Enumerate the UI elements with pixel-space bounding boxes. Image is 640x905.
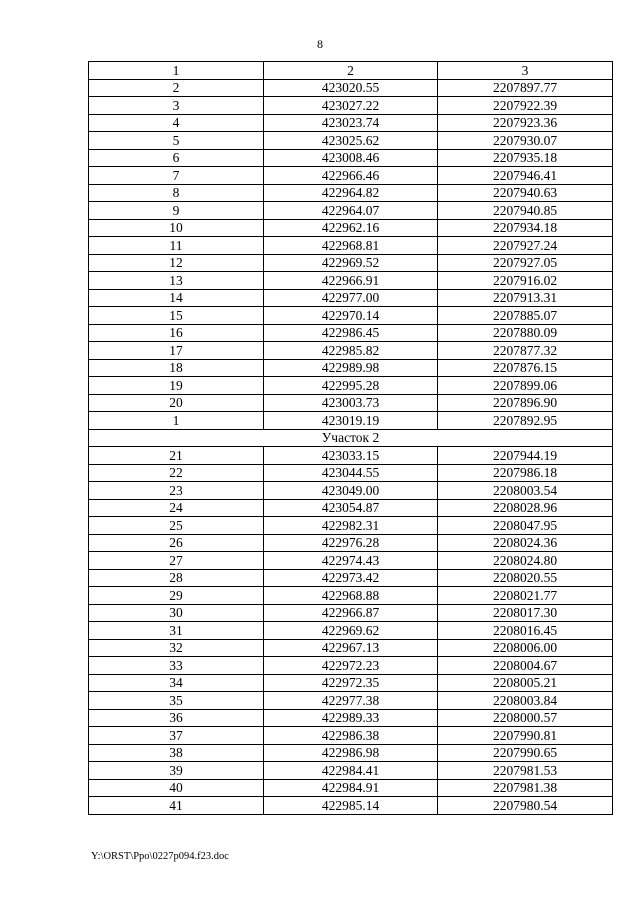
point-number-cell: 4 xyxy=(89,114,264,132)
point-number-cell: 21 xyxy=(89,447,264,465)
y-coordinate-cell: 2207916.02 xyxy=(438,272,613,290)
table-row xyxy=(89,657,613,675)
y-coordinate-cell: 2208003.54 xyxy=(438,482,613,500)
column-header-point: 1 xyxy=(89,62,264,80)
x-coordinate-cell: 423008.46 xyxy=(264,149,438,167)
table-row xyxy=(89,692,613,710)
x-coordinate-cell: 422972.23 xyxy=(264,657,438,675)
table-row xyxy=(89,604,613,622)
table-row xyxy=(89,202,613,220)
point-number-cell: 9 xyxy=(89,202,264,220)
y-coordinate-cell: 2207913.31 xyxy=(438,289,613,307)
x-coordinate-cell: 422986.38 xyxy=(264,727,438,745)
table-row xyxy=(89,149,613,167)
table-row xyxy=(89,307,613,325)
y-coordinate-cell: 2208047.95 xyxy=(438,517,613,535)
point-number-cell: 8 xyxy=(89,184,264,202)
x-coordinate-cell: 423044.55 xyxy=(264,464,438,482)
x-coordinate-cell: 423049.00 xyxy=(264,482,438,500)
section-label: Участок 2 xyxy=(89,429,613,447)
page-number: 8 xyxy=(317,37,323,51)
point-number-cell: 29 xyxy=(89,587,264,605)
y-coordinate-cell: 2207899.06 xyxy=(438,377,613,395)
point-number-cell: 10 xyxy=(89,219,264,237)
point-number-cell: 14 xyxy=(89,289,264,307)
x-coordinate-cell: 423025.62 xyxy=(264,132,438,150)
x-coordinate-cell: 422977.00 xyxy=(264,289,438,307)
y-coordinate-cell: 2207990.65 xyxy=(438,744,613,762)
x-coordinate-cell: 422973.42 xyxy=(264,569,438,587)
point-number-cell: 34 xyxy=(89,674,264,692)
x-coordinate-cell: 422964.82 xyxy=(264,184,438,202)
x-coordinate-cell: 422968.81 xyxy=(264,237,438,255)
point-number-cell: 15 xyxy=(89,307,264,325)
x-coordinate-cell: 422972.35 xyxy=(264,674,438,692)
y-coordinate-cell: 2207923.36 xyxy=(438,114,613,132)
section-row xyxy=(89,429,613,447)
point-number-cell: 24 xyxy=(89,499,264,517)
y-coordinate-cell: 2207940.63 xyxy=(438,184,613,202)
x-coordinate-cell: 422985.82 xyxy=(264,342,438,360)
point-number-cell: 32 xyxy=(89,639,264,657)
x-coordinate-cell: 422986.98 xyxy=(264,744,438,762)
y-coordinate-cell: 2207981.53 xyxy=(438,762,613,780)
table-row xyxy=(89,762,613,780)
y-coordinate-cell: 2208003.84 xyxy=(438,692,613,710)
x-coordinate-cell: 422964.07 xyxy=(264,202,438,220)
y-coordinate-cell: 2207940.85 xyxy=(438,202,613,220)
footer-file-path: Y:\ORST\Ppo\0227p094.f23.doc xyxy=(91,851,229,862)
table-row xyxy=(89,709,613,727)
table-row xyxy=(89,97,613,115)
table-row xyxy=(89,289,613,307)
table-row xyxy=(89,272,613,290)
y-coordinate-cell: 2208017.30 xyxy=(438,604,613,622)
y-coordinate-cell: 2208006.00 xyxy=(438,639,613,657)
x-coordinate-cell: 422969.62 xyxy=(264,622,438,640)
y-coordinate-cell: 2208028.96 xyxy=(438,499,613,517)
table-row xyxy=(89,622,613,640)
point-number-cell: 26 xyxy=(89,534,264,552)
table-row xyxy=(89,534,613,552)
x-coordinate-cell: 422966.91 xyxy=(264,272,438,290)
point-number-cell: 2 xyxy=(89,79,264,97)
x-coordinate-cell: 422967.13 xyxy=(264,639,438,657)
y-coordinate-cell: 2208000.57 xyxy=(438,709,613,727)
y-coordinate-cell: 2208005.21 xyxy=(438,674,613,692)
table-row xyxy=(89,114,613,132)
x-coordinate-cell: 422984.41 xyxy=(264,762,438,780)
point-number-cell: 5 xyxy=(89,132,264,150)
point-number-cell: 41 xyxy=(89,797,264,815)
x-coordinate-cell: 422969.52 xyxy=(264,254,438,272)
point-number-cell: 37 xyxy=(89,727,264,745)
point-number-cell: 3 xyxy=(89,97,264,115)
x-coordinate-cell: 423027.22 xyxy=(264,97,438,115)
point-number-cell: 28 xyxy=(89,569,264,587)
table-row xyxy=(89,394,613,412)
point-number-cell: 17 xyxy=(89,342,264,360)
y-coordinate-cell: 2207986.18 xyxy=(438,464,613,482)
y-coordinate-cell: 2207930.07 xyxy=(438,132,613,150)
y-coordinate-cell: 2207935.18 xyxy=(438,149,613,167)
point-number-cell: 22 xyxy=(89,464,264,482)
y-coordinate-cell: 2208004.67 xyxy=(438,657,613,675)
x-coordinate-cell: 422985.14 xyxy=(264,797,438,815)
point-number-cell: 38 xyxy=(89,744,264,762)
table-row xyxy=(89,674,613,692)
coordinates-table xyxy=(88,61,613,815)
table-row xyxy=(89,377,613,395)
point-number-cell: 27 xyxy=(89,552,264,570)
table-row xyxy=(89,587,613,605)
y-coordinate-cell: 2207885.07 xyxy=(438,307,613,325)
x-coordinate-cell: 422968.88 xyxy=(264,587,438,605)
y-coordinate-cell: 2207897.77 xyxy=(438,79,613,97)
x-coordinate-cell: 422995.28 xyxy=(264,377,438,395)
x-coordinate-cell: 422962.16 xyxy=(264,219,438,237)
y-coordinate-cell: 2207880.09 xyxy=(438,324,613,342)
x-coordinate-cell: 422970.14 xyxy=(264,307,438,325)
point-number-cell: 36 xyxy=(89,709,264,727)
y-coordinate-cell: 2208024.36 xyxy=(438,534,613,552)
table-row xyxy=(89,517,613,535)
point-number-cell: 12 xyxy=(89,254,264,272)
column-header-x: 2 xyxy=(264,62,438,80)
y-coordinate-cell: 2207944.19 xyxy=(438,447,613,465)
y-coordinate-cell: 2207927.24 xyxy=(438,237,613,255)
point-number-cell: 6 xyxy=(89,149,264,167)
table-row xyxy=(89,797,613,815)
y-coordinate-cell: 2207946.41 xyxy=(438,167,613,185)
point-number-cell: 16 xyxy=(89,324,264,342)
table-row xyxy=(89,254,613,272)
column-header-y: 3 xyxy=(438,62,613,80)
y-coordinate-cell: 2207990.81 xyxy=(438,727,613,745)
point-number-cell: 20 xyxy=(89,394,264,412)
table-row xyxy=(89,464,613,482)
x-coordinate-cell: 422966.46 xyxy=(264,167,438,185)
x-coordinate-cell: 423023.74 xyxy=(264,114,438,132)
table-row xyxy=(89,639,613,657)
table-row xyxy=(89,727,613,745)
table-row xyxy=(89,412,613,430)
table-header-row xyxy=(89,62,613,80)
x-coordinate-cell: 422976.28 xyxy=(264,534,438,552)
point-number-cell: 30 xyxy=(89,604,264,622)
x-coordinate-cell: 422974.43 xyxy=(264,552,438,570)
table-row xyxy=(89,552,613,570)
x-coordinate-cell: 422966.87 xyxy=(264,604,438,622)
point-number-cell: 40 xyxy=(89,779,264,797)
x-coordinate-cell: 423033.15 xyxy=(264,447,438,465)
x-coordinate-cell: 423054.87 xyxy=(264,499,438,517)
table-row xyxy=(89,359,613,377)
table-row xyxy=(89,342,613,360)
x-coordinate-cell: 422982.31 xyxy=(264,517,438,535)
table-row xyxy=(89,499,613,517)
table-row xyxy=(89,482,613,500)
table-row xyxy=(89,219,613,237)
table-row xyxy=(89,79,613,97)
table-row xyxy=(89,569,613,587)
x-coordinate-cell: 422984.91 xyxy=(264,779,438,797)
point-number-cell: 19 xyxy=(89,377,264,395)
point-number-cell: 18 xyxy=(89,359,264,377)
point-number-cell: 25 xyxy=(89,517,264,535)
x-coordinate-cell: 423003.73 xyxy=(264,394,438,412)
table-row xyxy=(89,184,613,202)
point-number-cell: 11 xyxy=(89,237,264,255)
y-coordinate-cell: 2207980.54 xyxy=(438,797,613,815)
y-coordinate-cell: 2207922.39 xyxy=(438,97,613,115)
point-number-cell: 7 xyxy=(89,167,264,185)
x-coordinate-cell: 423020.55 xyxy=(264,79,438,97)
y-coordinate-cell: 2207981.38 xyxy=(438,779,613,797)
y-coordinate-cell: 2207877.32 xyxy=(438,342,613,360)
point-number-cell: 13 xyxy=(89,272,264,290)
x-coordinate-cell: 423019.19 xyxy=(264,412,438,430)
point-number-cell: 35 xyxy=(89,692,264,710)
x-coordinate-cell: 422977.38 xyxy=(264,692,438,710)
point-number-cell: 23 xyxy=(89,482,264,500)
table-row xyxy=(89,779,613,797)
point-number-cell: 33 xyxy=(89,657,264,675)
table-row xyxy=(89,447,613,465)
table-row xyxy=(89,132,613,150)
point-number-cell: 39 xyxy=(89,762,264,780)
table-row xyxy=(89,237,613,255)
table-row xyxy=(89,744,613,762)
table-row xyxy=(89,324,613,342)
y-coordinate-cell: 2208020.55 xyxy=(438,569,613,587)
x-coordinate-cell: 422986.45 xyxy=(264,324,438,342)
y-coordinate-cell: 2208024.80 xyxy=(438,552,613,570)
table-row xyxy=(89,167,613,185)
y-coordinate-cell: 2207876.15 xyxy=(438,359,613,377)
y-coordinate-cell: 2207934.18 xyxy=(438,219,613,237)
y-coordinate-cell: 2208021.77 xyxy=(438,587,613,605)
y-coordinate-cell: 2207892.95 xyxy=(438,412,613,430)
x-coordinate-cell: 422989.33 xyxy=(264,709,438,727)
point-number-cell: 31 xyxy=(89,622,264,640)
y-coordinate-cell: 2207927.05 xyxy=(438,254,613,272)
point-number-cell: 1 xyxy=(89,412,264,430)
y-coordinate-cell: 2208016.45 xyxy=(438,622,613,640)
x-coordinate-cell: 422989.98 xyxy=(264,359,438,377)
y-coordinate-cell: 2207896.90 xyxy=(438,394,613,412)
